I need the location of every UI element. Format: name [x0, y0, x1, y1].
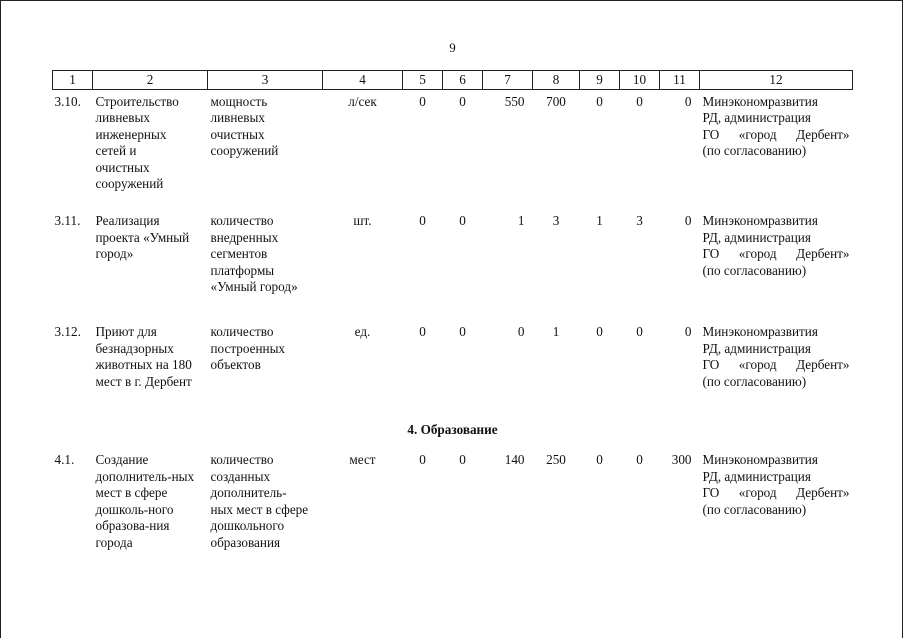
responsible-line: РД, администрация	[702, 468, 811, 484]
section-row	[53, 416, 853, 448]
responsible-line: РД, администрация	[702, 340, 811, 356]
value-cell: 700	[546, 93, 566, 109]
responsible-line: РД, администрация	[702, 229, 811, 245]
responsible-line: Минэкономразвития	[702, 452, 818, 467]
unit: ед.	[354, 324, 371, 339]
measure-name: Создание дополнитель-ных мест в сфере дошколь-ного образова-ния города	[95, 452, 195, 550]
table-row	[53, 448, 853, 578]
col-header: 7	[483, 71, 533, 90]
row-number: 3.11.	[54, 213, 81, 228]
value-cell: 0	[636, 93, 643, 109]
col-header: 9	[580, 71, 620, 90]
row-number: 3.12.	[54, 324, 81, 339]
responsible-line: Минэкономразвития	[702, 324, 818, 339]
program-table	[52, 70, 853, 578]
responsible-line: Минэкономразвития	[702, 93, 818, 109]
value-cell: 0	[636, 324, 643, 339]
responsible-line: (по согласованию)	[702, 262, 807, 278]
responsible-line: ГО «город Дербент»	[702, 485, 850, 500]
value-cell: 0	[684, 213, 692, 228]
col-header: 2	[93, 71, 208, 90]
col-header: 3	[208, 71, 323, 90]
value-cell: 550	[504, 93, 525, 109]
value-cell: 0	[596, 324, 603, 339]
value-cell: 300	[671, 452, 692, 467]
value-cell: 0	[517, 324, 525, 339]
value-cell: 0	[636, 452, 643, 467]
col-header: 12	[700, 71, 853, 90]
value-cell: 0	[459, 93, 466, 109]
row-number: 4.1.	[54, 452, 75, 467]
indicator-name: количество внедренных сегментов платформы «Умный город»	[210, 213, 298, 294]
indicator-name: количество построенных объектов	[210, 324, 286, 372]
value-cell: 3	[552, 213, 560, 228]
responsible-line: РД, администрация	[702, 110, 811, 125]
col-header: 5	[403, 71, 443, 90]
value-cell: 0	[419, 93, 426, 109]
table-row	[53, 209, 853, 320]
col-header: 1	[53, 71, 93, 90]
unit: л/сек	[348, 93, 377, 109]
responsible-line: (по согласованию)	[702, 501, 807, 517]
value-cell: 0	[684, 93, 692, 109]
header-row	[53, 71, 853, 90]
responsible-line: Минэкономразвития	[702, 213, 818, 228]
value-cell: 0	[459, 324, 466, 339]
value-cell: 0	[596, 452, 603, 467]
value-cell: 0	[596, 93, 603, 109]
value-cell: 3	[636, 213, 643, 228]
unit: мест	[349, 452, 376, 467]
col-header: 4	[323, 71, 403, 90]
responsible-line: (по согласованию)	[702, 143, 807, 158]
section-heading: 4. Образование	[407, 422, 498, 437]
col-header: 6	[443, 71, 483, 90]
value-cell: 1	[517, 213, 525, 228]
indicator-name: количество созданных дополнитель-ных мест в сфере дошкольного образования	[210, 452, 309, 550]
col-header: 8	[533, 71, 580, 90]
value-cell: 140	[504, 452, 525, 467]
value-cell: 250	[546, 452, 566, 467]
indicator-name: мощность ливневых очистных сооружений	[210, 93, 279, 158]
value-cell: 1	[552, 324, 560, 339]
table-row	[53, 320, 853, 416]
page-number: 9	[449, 40, 456, 55]
value-cell: 1	[596, 213, 603, 228]
value-cell: 0	[459, 213, 466, 228]
value-cell: 0	[419, 213, 426, 228]
responsible-line: ГО «город Дербент»	[702, 357, 850, 372]
value-cell: 0	[419, 324, 426, 339]
responsible-line: ГО «город Дербент»	[702, 126, 850, 142]
responsible	[700, 209, 853, 320]
table-row	[53, 89, 853, 209]
responsible	[700, 320, 853, 416]
responsible	[700, 89, 853, 209]
measure-name: Строительство ливневых инженерных сетей и очистных сооружений	[95, 93, 179, 191]
col-header: 11	[660, 71, 700, 90]
col-header: 10	[620, 71, 660, 90]
value-cell: 0	[419, 452, 426, 467]
value-cell: 0	[684, 324, 692, 339]
responsible-line: ГО «город Дербент»	[702, 246, 850, 261]
measure-name: Реализация проекта «Умный город»	[95, 213, 190, 261]
responsible-line: (по согласованию)	[702, 373, 807, 389]
value-cell: 0	[459, 452, 466, 467]
responsible	[700, 448, 853, 578]
unit: шт.	[353, 213, 372, 228]
measure-name: Приют для безнадзорных животных на 180 мест в г. Дербент	[95, 324, 192, 389]
row-number: 3.10.	[54, 93, 81, 109]
